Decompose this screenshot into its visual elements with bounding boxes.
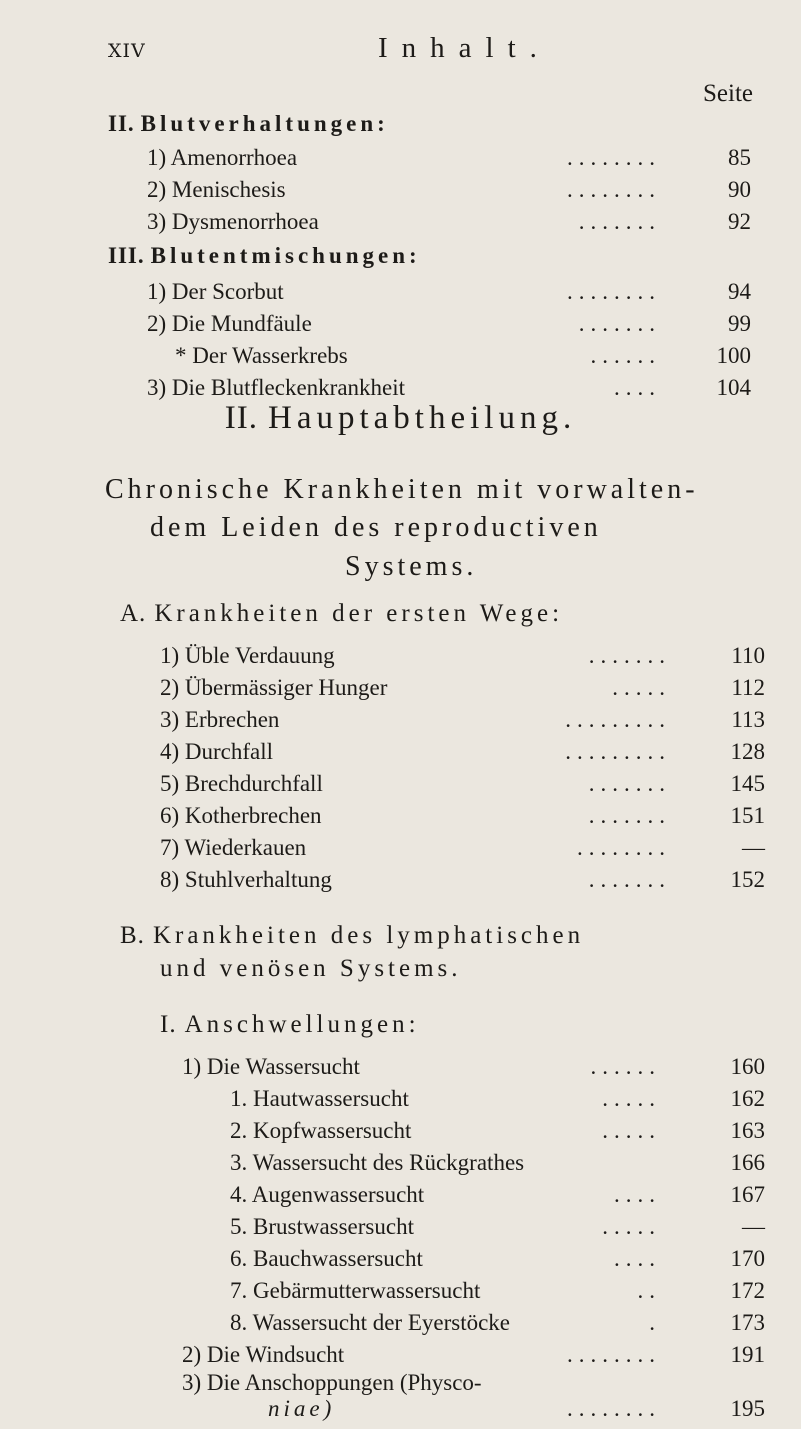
toc-entry	[0, 707, 801, 737]
entry-page: —	[742, 835, 765, 860]
entry-title: 2) Die Mundfäule	[147, 311, 312, 336]
toc-entry	[0, 803, 801, 833]
entry-title: 3. Wassersucht des Rückgrathes	[230, 1150, 525, 1175]
entry-title: 1) Üble Verdauung	[160, 643, 335, 668]
section-number: III.	[108, 243, 145, 268]
toc-entry	[0, 867, 801, 897]
page-number: XIV	[108, 40, 146, 62]
toc-entry	[0, 343, 801, 373]
subpart-title: Anschwellungen:	[184, 1011, 420, 1038]
toc-entry	[0, 1396, 801, 1426]
toc-entry	[0, 1086, 801, 1116]
leader-dots: .......	[588, 803, 671, 828]
entry-title: 2) Menischesis	[147, 177, 286, 202]
page-header	[108, 32, 761, 66]
main-heading-number: II.	[224, 400, 259, 436]
toc-entry	[0, 675, 801, 705]
entry-title: 3) Die Blutfleckenkrankheit	[147, 375, 406, 400]
entry-page: 152	[730, 867, 765, 892]
entry-page: 170	[730, 1246, 765, 1271]
leader-dots: .....	[602, 1118, 661, 1143]
leader-dots: .....	[602, 1214, 661, 1239]
toc-entry	[0, 1214, 801, 1244]
main-heading-title: Hauptabtheilung.	[268, 400, 577, 436]
entry-page: 85	[728, 145, 751, 170]
entry-title: 5) Brechdurchfall	[160, 771, 323, 796]
leader-dots: ......	[590, 343, 661, 368]
entry-title: 4) Durchfall	[160, 739, 274, 764]
leader-dots: ........	[567, 145, 661, 170]
entry-title: 1) Der Scorbut	[147, 279, 284, 304]
leader-dots: .........	[565, 739, 671, 764]
chronic-heading-line-2: dem Leiden des reproductiven	[150, 512, 602, 543]
leader-dots: .......	[578, 209, 661, 234]
leader-dots: .......	[578, 311, 661, 336]
section-title: Blutentmischungen:	[150, 243, 421, 268]
entry-title: 6. Bauchwassersucht	[230, 1246, 423, 1271]
entry-page: 100	[716, 343, 751, 368]
toc-entry	[0, 1342, 801, 1372]
toc-entry	[0, 1278, 801, 1308]
entry-page: 191	[730, 1342, 765, 1367]
entry-title: niae)	[268, 1396, 336, 1421]
entry-title: 3) Erbrechen	[160, 707, 280, 732]
entry-title: 3) Die Anschoppungen (Physco-	[182, 1370, 482, 1395]
leader-dots: ..	[637, 1278, 661, 1303]
part-b-heading-line-2: und venösen Systems.	[160, 955, 462, 982]
leader-dots: ........	[567, 279, 661, 304]
leader-dots: .......	[588, 643, 671, 668]
leader-dots: .........	[565, 707, 671, 732]
entry-title: 1) Die Wassersucht	[182, 1054, 360, 1079]
entry-page: 167	[730, 1182, 765, 1207]
page-column-label: Seite	[703, 80, 753, 107]
entry-page: 99	[728, 311, 751, 336]
entry-page: 104	[716, 375, 751, 400]
section-number: II.	[108, 111, 135, 136]
part-a-heading	[120, 600, 563, 628]
leader-dots: .......	[588, 771, 671, 796]
leader-dots: ........	[567, 1342, 661, 1367]
leader-dots: .....	[612, 675, 671, 700]
entry-page: 160	[730, 1054, 765, 1079]
entry-title: 8. Wassersucht der Eyerstöcke	[230, 1310, 511, 1335]
toc-entry	[0, 643, 801, 673]
leader-dots: ........	[567, 177, 661, 202]
entry-title: 5. Brustwassersucht	[230, 1214, 414, 1239]
entry-page: 112	[731, 675, 765, 700]
entry-page: 173	[730, 1310, 765, 1335]
entry-page: 145	[730, 771, 765, 796]
toc-entry	[0, 1182, 801, 1212]
entry-page: 172	[730, 1278, 765, 1303]
entry-title: 7. Gebärmutterwassersucht	[230, 1278, 481, 1303]
toc-entry	[0, 311, 801, 341]
leader-dots: .	[649, 1310, 661, 1335]
part-title: Krankheiten des lymphatischen	[152, 922, 585, 949]
toc-entry	[0, 1118, 801, 1148]
entry-title: 1. Hautwassersucht	[230, 1086, 409, 1111]
entry-page: 195	[730, 1396, 765, 1421]
subpart-number: I.	[160, 1011, 177, 1038]
toc-entry	[0, 1246, 801, 1276]
entry-title: 2) Übermässiger Hunger	[160, 675, 388, 700]
section-heading-blutverhaltungen	[108, 111, 389, 137]
leader-dots: .....	[602, 1086, 661, 1111]
entry-title: * Der Wasserkrebs	[175, 343, 348, 368]
toc-entry	[0, 835, 801, 865]
entry-page: 128	[730, 739, 765, 764]
leader-dots: ....	[614, 1182, 661, 1207]
entry-title: 2. Kopfwassersucht	[230, 1118, 412, 1143]
toc-entry	[0, 177, 801, 207]
entry-page: 151	[730, 803, 765, 828]
entry-page: 166	[730, 1150, 765, 1175]
entry-page: 110	[731, 643, 765, 668]
section-title: Blutverhaltungen:	[140, 111, 389, 136]
entry-page: 162	[730, 1086, 765, 1111]
toc-entry	[0, 279, 801, 309]
entry-page: 163	[730, 1118, 765, 1143]
entry-page: —	[742, 1214, 765, 1239]
part-b-subheading	[160, 1011, 420, 1039]
entry-page: 92	[728, 209, 751, 234]
chronic-heading-line-1: Chronische Krankheiten mit vorwalten-	[105, 474, 699, 505]
part-letter: B.	[120, 922, 145, 949]
toc-entry	[0, 1054, 801, 1084]
main-heading	[0, 400, 801, 437]
leader-dots: ........	[577, 835, 671, 860]
entry-title: 6) Kotherbrechen	[160, 803, 322, 828]
toc-entry	[0, 145, 801, 175]
toc-entry	[0, 771, 801, 801]
entry-title: 3) Dysmenorrhoea	[147, 209, 319, 234]
toc-entry	[0, 1150, 801, 1180]
entry-page: 113	[731, 707, 765, 732]
part-b-heading-line-1	[120, 922, 584, 950]
entry-title: 4. Augenwassersucht	[230, 1182, 425, 1207]
entry-title: 8) Stuhlverhaltung	[160, 867, 332, 892]
leader-dots: ....	[614, 375, 661, 400]
toc-entry	[0, 1310, 801, 1340]
entry-title: 2) Die Windsucht	[182, 1342, 345, 1367]
section-heading-blutentmischungen	[108, 243, 421, 269]
entry-title: 7) Wiederkauen	[160, 835, 307, 860]
running-title: Inhalt.	[378, 32, 551, 64]
toc-entry	[0, 739, 801, 769]
leader-dots: ......	[590, 1054, 661, 1079]
toc-entry	[0, 209, 801, 239]
chronic-heading-line-3: Systems.	[345, 551, 478, 582]
entry-page: 90	[728, 177, 751, 202]
leader-dots: .......	[588, 867, 671, 892]
part-title: Krankheiten der ersten Wege:	[154, 600, 564, 627]
entry-title: 1) Amenorrhoea	[147, 145, 298, 170]
entry-page: 94	[728, 279, 751, 304]
part-letter: A.	[120, 600, 147, 627]
leader-dots: ........	[567, 1396, 661, 1421]
leader-dots: ....	[614, 1246, 661, 1271]
